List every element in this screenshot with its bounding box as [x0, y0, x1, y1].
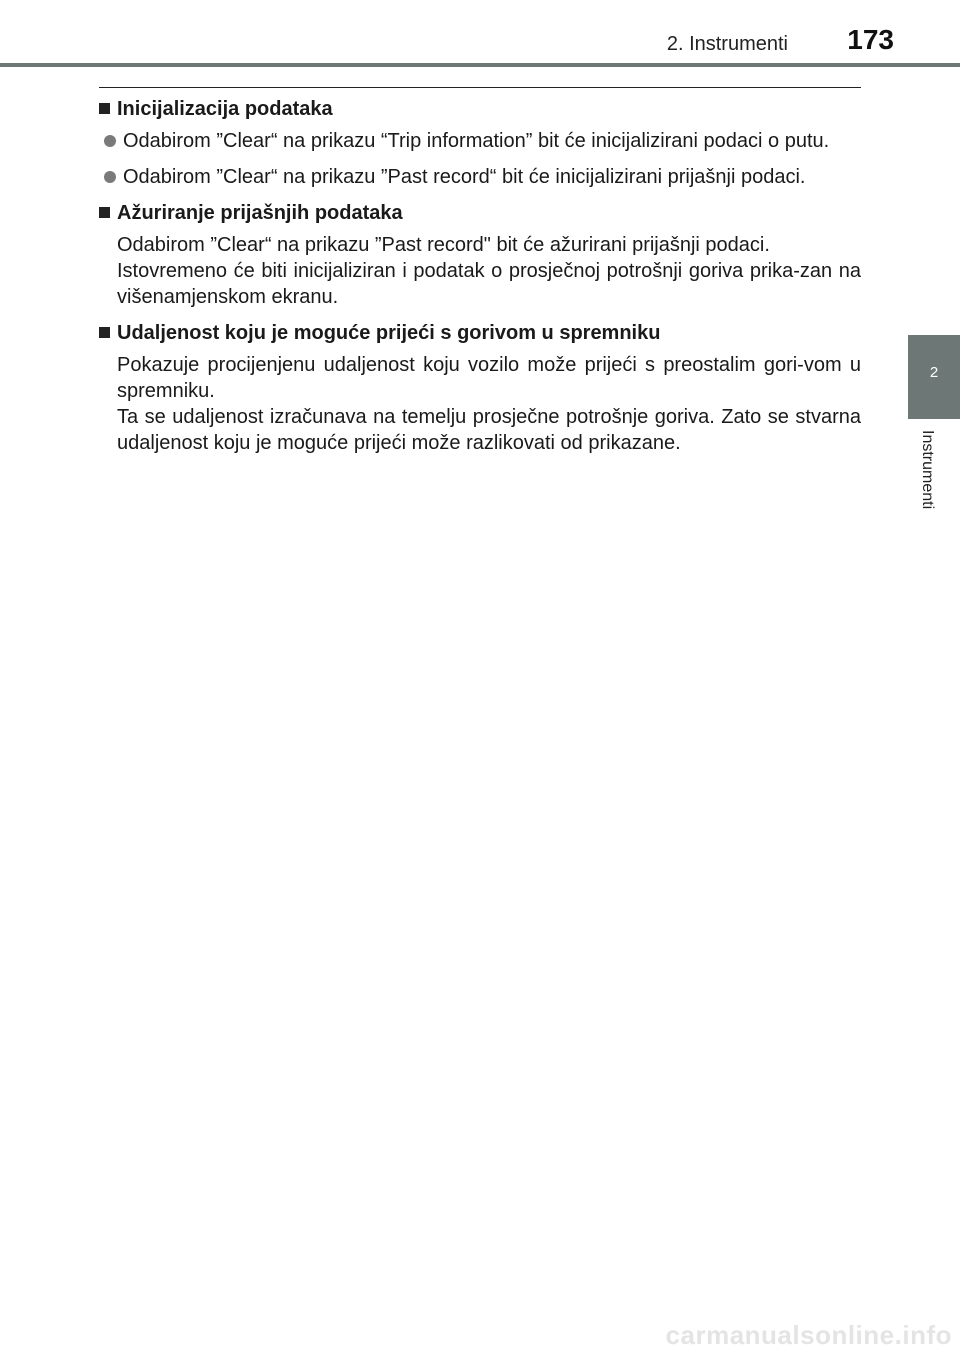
- chapter-side-tab-number: 2: [929, 364, 939, 381]
- section-driving-range: [97, 320, 861, 456]
- chapter-side-tab[interactable]: [908, 335, 960, 419]
- page-number: 173: [847, 24, 894, 55]
- section-paragraph: Istovremeno će biti inicijaliziran i podatak o prosječnoj potrošnji goriva prika-zan na višenamjenskom ekranu.: [117, 260, 861, 308]
- section-paragraph: Odabirom ”Clear“ na prikazu ”Past record" bit će ažurirani prijašnji podaci.: [117, 234, 770, 256]
- chapter-title: 2. Instrumenti: [666, 33, 788, 55]
- top-rule: [99, 87, 861, 88]
- bullet-text: Odabirom ”Clear“ na prikazu ”Past record“ bit će inicijalizirani prijašnji podaci.: [123, 166, 806, 188]
- circle-bullet-icon: [104, 135, 116, 147]
- section-update-previous-data: [97, 200, 861, 310]
- section-heading-text: Inicijalizacija podataka: [117, 98, 333, 120]
- square-bullet-icon: [99, 103, 110, 114]
- square-bullet-icon: [99, 327, 110, 338]
- section-heading: [97, 200, 861, 226]
- content: [97, 96, 861, 466]
- section-heading-text: Udaljenost koju je moguće prijeći s gorivom u spremniku: [117, 322, 661, 344]
- section-paragraph: Pokazuje procijenjenu udaljenost koju vozilo može prijeći s preostalim gori-vom u spremniku.: [117, 354, 861, 402]
- chapter-side-label: Instrumenti: [919, 430, 936, 510]
- section-heading: [97, 96, 861, 122]
- section-heading-text: Ažuriranje prijašnjih podataka: [117, 202, 403, 224]
- circle-bullet-icon: [104, 171, 116, 183]
- bullet-item: [104, 164, 861, 190]
- section-data-initialization: [97, 96, 861, 190]
- section-paragraph: Ta se udaljenost izračunava na temelju prosječne potrošnje goriva. Zato se stvarna udaljenost koju je moguće prijeći može razlikovati od prikazane.: [117, 406, 861, 454]
- section-heading: [97, 320, 861, 346]
- header-bar: [0, 63, 960, 67]
- square-bullet-icon: [99, 207, 110, 218]
- watermark: carmanualsonline.info: [665, 1320, 952, 1350]
- bullet-item: [104, 128, 861, 154]
- bullet-text: Odabirom ”Clear“ na prikazu “Trip information” bit će inicijalizirani podaci o putu.: [123, 130, 830, 152]
